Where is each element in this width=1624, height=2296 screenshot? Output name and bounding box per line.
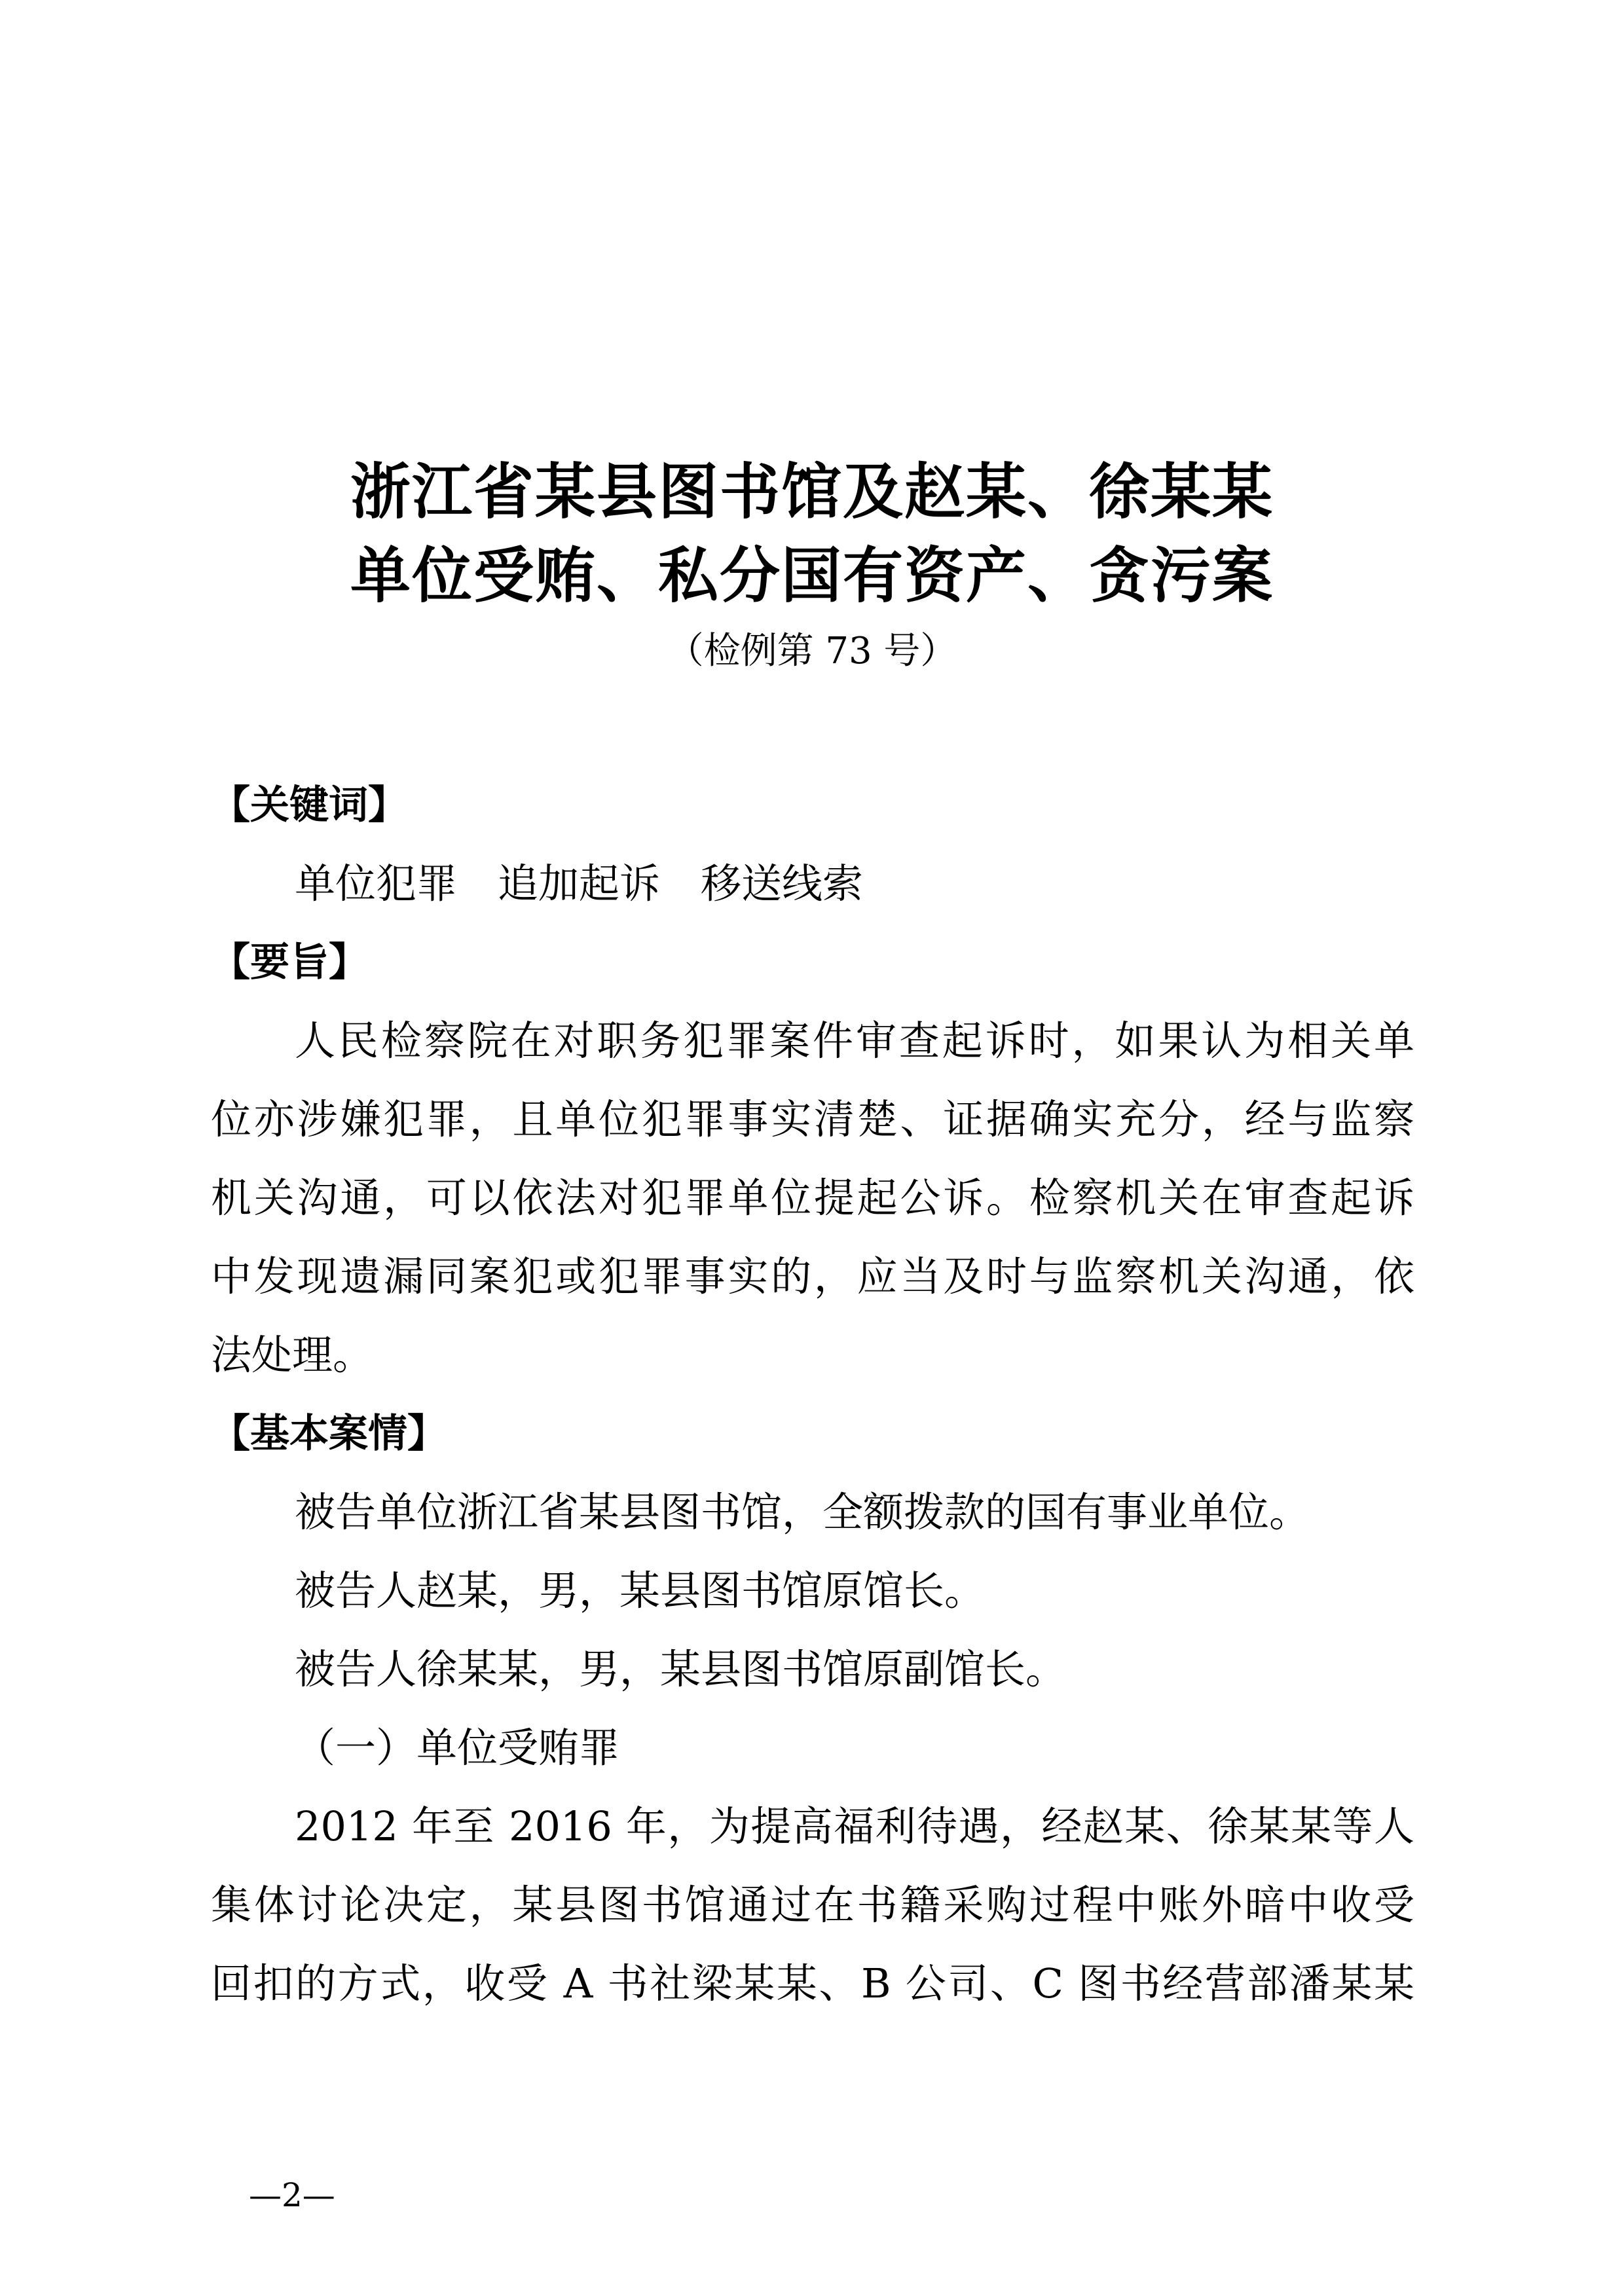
- gist-line: 人民检察院在对职务犯罪案件审查起诉时，如果认为相关单: [295, 1017, 1414, 1065]
- case-number: （检例第 73 号）: [667, 630, 957, 672]
- page-number: —2—: [249, 2176, 335, 2214]
- gist-heading: 【要旨】: [211, 939, 368, 985]
- keywords-heading: 【关键词】: [211, 782, 407, 828]
- gist-line: 位亦涉嫌犯罪，且单位犯罪事实清楚、证据确实充分，经与监察: [211, 1095, 1414, 1143]
- document-title-line-1: 浙江省某县图书馆及赵某、徐某某: [350, 457, 1274, 527]
- defendant-line: 被告人徐某某，男，某县图书馆原副馆长。: [295, 1645, 1067, 1693]
- facts-subheading: （一）单位受贿罪: [295, 1724, 620, 1772]
- keywords-text: 单位犯罪 追加起诉 移送线索: [295, 860, 864, 907]
- facts-line: 2012 年至 2016 年，为提高福利待遇，经赵某、徐某某等人: [295, 1802, 1414, 1850]
- gist-line: 法处理。: [211, 1331, 374, 1379]
- defendant-line: 被告单位浙江省某县图书馆，全额拨款的国有事业单位。: [295, 1488, 1310, 1536]
- gist-line: 机关沟通，可以依法对犯罪单位提起公诉。检察机关在审查起诉: [211, 1174, 1414, 1222]
- gist-line: 中发现遗漏同案犯或犯罪事实的，应当及时与监察机关沟通，依: [211, 1252, 1414, 1300]
- facts-heading: 【基本案情】: [211, 1411, 447, 1457]
- defendant-line: 被告人赵某，男，某县图书馆原馆长。: [295, 1567, 986, 1614]
- document-title-line-2: 单位受贿、私分国有资产、贪污案: [350, 541, 1274, 611]
- facts-line: 回扣的方式，收受 A 书社梁某某、B 公司、C 图书经营部潘某某: [211, 1959, 1414, 2007]
- facts-line: 集体讨论决定，某县图书馆通过在书籍采购过程中账外暗中收受: [211, 1881, 1414, 1929]
